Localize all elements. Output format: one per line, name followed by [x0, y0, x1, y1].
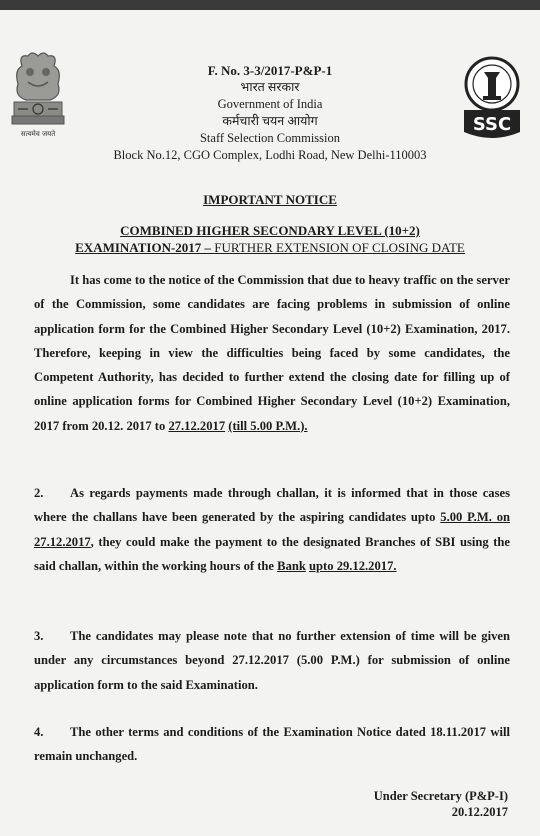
address-line: Block No.12, CGO Complex, Lodhi Road, New Delhi-110003	[113, 148, 427, 162]
file-number: F. No. 3-3/2017-P&P-1	[207, 63, 333, 78]
notice-title: IMPORTANT NOTICE	[203, 192, 337, 207]
hindi-government: भारत सरकार	[240, 80, 300, 94]
government-line: Government of India	[217, 97, 323, 111]
paragraph-3-number: 3.	[34, 629, 44, 643]
signature-block	[374, 788, 508, 820]
subject-line-2	[40, 239, 500, 256]
paragraph-2-text-2: , they could make the payment to the designated Branches of SBI using the said challan, within the working hours of the	[34, 534, 510, 573]
paragraph-2	[34, 481, 510, 578]
hindi-commission: कर्मचारी चयन आयोग	[222, 114, 318, 128]
header-text	[70, 62, 470, 164]
commission-line: Staff Selection Commission	[199, 131, 341, 145]
extended-date: 27.12.2017	[168, 418, 226, 433]
bank-deadline: upto 29.12.2017.	[309, 558, 397, 573]
paragraph-4	[34, 720, 510, 769]
paragraph-2-number: 2.	[34, 486, 44, 500]
paragraph-1-text: It has come to the notice of the Commission that due to heavy traffic on the server of the Commission, some candidates are facing problems in submission of online application form for the Combined Higher Secondary Level (10+2) Examination, 2017. Therefore, keeping in view the difficulties being faced by some candidates, the Competent Authority, has decided to further extend the closing date for filling up of online application forms for Combined Higher Secondary Level (10+2) Examination, 2017 from 20.12. 2017 to	[34, 273, 510, 433]
subject-line-2-rest: FURTHER EXTENSION OF CLOSING DATE	[214, 240, 465, 255]
extended-time: (till 5.00 P.M.).	[228, 418, 308, 433]
ssc-logo-icon	[458, 52, 526, 162]
ssc-logo-text: SSC	[472, 114, 512, 135]
challan-deadline: 5.00 P.M. on 27.12.2017	[34, 510, 510, 549]
subject-line-2-bold: EXAMINATION-2017 –	[75, 240, 215, 255]
notice-subject	[40, 222, 500, 256]
bank-word: Bank	[277, 558, 306, 573]
paragraph-1	[34, 268, 510, 438]
paragraph-3	[34, 624, 510, 697]
emblem-motto: सत्यमेव जयते	[20, 130, 56, 138]
subject-line-1: COMBINED HIGHER SECONDARY LEVEL (10+2)	[120, 223, 420, 238]
signature-date: 20.12.2017	[451, 805, 508, 819]
top-bar	[0, 0, 540, 10]
paragraph-3-text: The candidates may please note that no further extension of time will be given under any circumstances beyond 27.12.2017 (5.00 P.M.) for submission of online application form to the said Examination.	[34, 629, 510, 692]
signatory-designation: Under Secretary (P&P-I)	[373, 789, 508, 803]
national-emblem-icon	[2, 48, 74, 158]
paragraph-4-number: 4.	[34, 725, 44, 739]
paragraph-2-text-1: As regards payments made through challan, it is informed that in those cases where the challans have been generated by the aspiring candidates upto	[34, 486, 510, 525]
paragraph-4-text: The other terms and conditions of the Examination Notice dated 18.11.2017 will remain unchanged.	[34, 725, 510, 764]
letterhead	[0, 10, 540, 170]
